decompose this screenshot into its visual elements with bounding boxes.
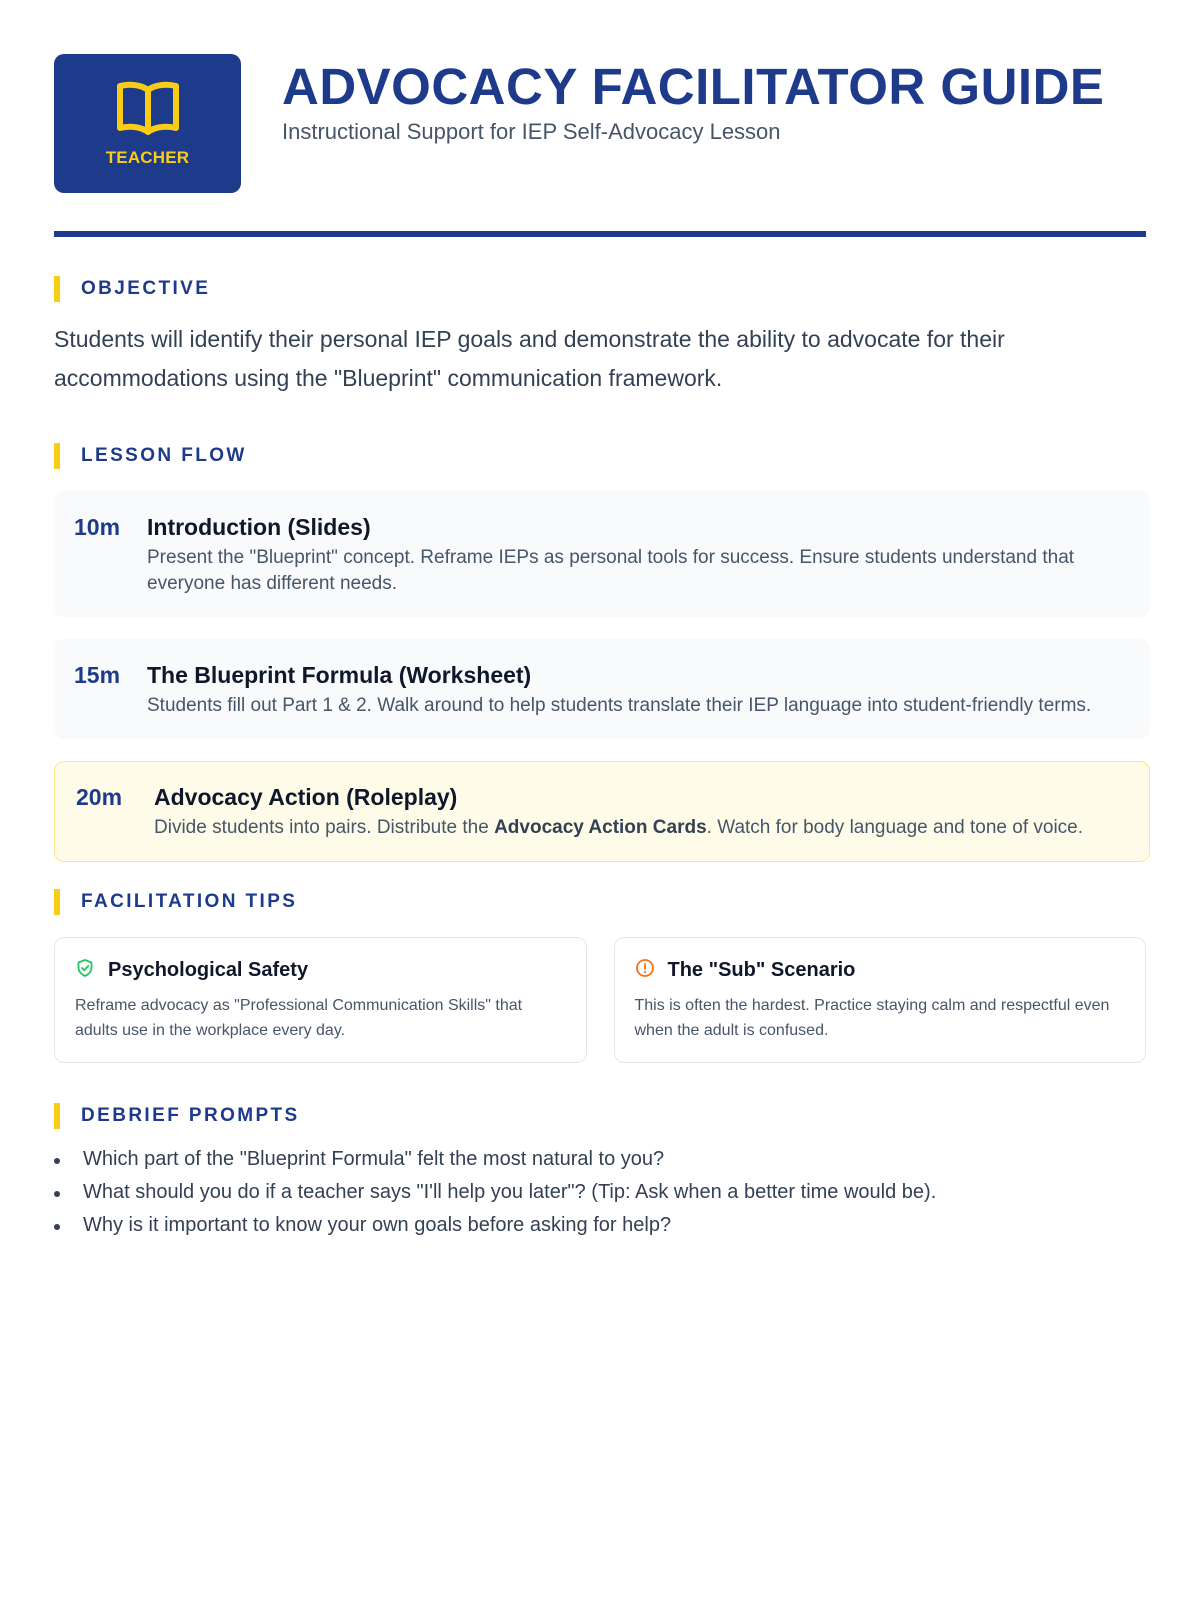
header — [54, 54, 1146, 219]
heading-accent-bar — [54, 443, 60, 469]
step-body — [147, 513, 1130, 597]
list-item: Which part of the "Blueprint Formula" felt the most natural to you? — [54, 1143, 1146, 1176]
debrief-section — [54, 1103, 1146, 1242]
tip-text: Reframe advocacy as "Professional Communication Skills" that adults use in the workplace every day. — [75, 997, 523, 1039]
lesson-step-card — [54, 639, 1150, 739]
tip-title: The "Sub" Scenario — [667, 959, 856, 981]
step-duration: 15m — [74, 662, 121, 688]
step-body — [147, 661, 1091, 719]
objective-section — [54, 276, 1146, 398]
heading-accent-bar — [54, 889, 60, 915]
tips-heading: FACILITATION TIPS — [81, 891, 298, 912]
step-title: Advocacy Action (Roleplay) — [154, 784, 458, 810]
tip-header — [75, 958, 566, 983]
step-description: Present the "Blueprint" concept. Reframe IEPs as personal tools for success. Ensure students understand that everyone has different needs. — [147, 547, 1075, 594]
lesson-flow-list — [54, 491, 1146, 862]
heading-accent-bar — [54, 1103, 60, 1129]
list-item: Why is it important to know your own goals before asking for help? — [54, 1209, 1146, 1242]
page-subtitle: Instructional Support for IEP Self-Advocacy Lesson — [282, 119, 781, 144]
facilitation-tips-section — [54, 889, 1146, 1063]
lesson-flow-section — [54, 443, 1146, 862]
lesson-step-card — [54, 491, 1150, 617]
step-title: Introduction (Slides) — [147, 514, 371, 540]
header-text — [282, 54, 1104, 145]
objective-heading: OBJECTIVE — [81, 278, 211, 299]
page-title: ADVOCACY FACILITATOR GUIDE — [282, 58, 1105, 115]
step-duration: 10m — [74, 514, 121, 540]
lesson-step-card-highlighted — [54, 761, 1150, 862]
list-item: What should you do if a teacher says "I'll help you later"? (Tip: Ask when a better time would be). — [54, 1176, 1146, 1209]
tip-card — [54, 937, 587, 1063]
objective-text: Students will identify their personal IEP goals and demonstrate the ability to advocate for their accommodations using the "Blueprint" communication framework. — [54, 326, 1005, 391]
debrief-heading: DEBRIEF PROMPTS — [81, 1105, 300, 1126]
step-description-part: Divide students into pairs. Distribute the — [154, 817, 495, 838]
step-description: Students fill out Part 1 & 2. Walk around to help students translate their IEP language into student-friendly terms. — [147, 695, 1092, 716]
step-description-part: . Watch for body language and tone of voice. — [706, 817, 1084, 838]
tip-title: Psychological Safety — [108, 959, 309, 981]
tip-card — [614, 937, 1147, 1063]
debrief-list — [54, 1143, 1146, 1242]
tip-header — [635, 958, 1126, 983]
heading-accent-bar — [54, 276, 60, 302]
shield-check-icon — [75, 958, 108, 983]
step-body — [154, 783, 1083, 841]
section-heading — [54, 889, 1146, 915]
lesson-flow-heading: LESSON FLOW — [81, 445, 247, 466]
teacher-badge — [54, 54, 241, 193]
step-duration: 20m — [76, 784, 123, 810]
step-description-emphasis: Advocacy Action Cards — [494, 817, 707, 838]
alert-circle-icon — [635, 958, 668, 983]
step-title: The Blueprint Formula (Worksheet) — [147, 662, 532, 688]
header-divider — [54, 231, 1146, 237]
section-heading — [54, 443, 1146, 469]
open-book-icon — [116, 80, 180, 138]
tip-text: This is often the hardest. Practice staying calm and respectful even when the adult is confused. — [634, 997, 1110, 1039]
tips-grid — [54, 937, 1146, 1063]
section-heading — [54, 1103, 1146, 1129]
badge-label: TEACHER — [105, 147, 190, 167]
section-heading — [54, 276, 1146, 302]
step-description — [154, 815, 1083, 841]
